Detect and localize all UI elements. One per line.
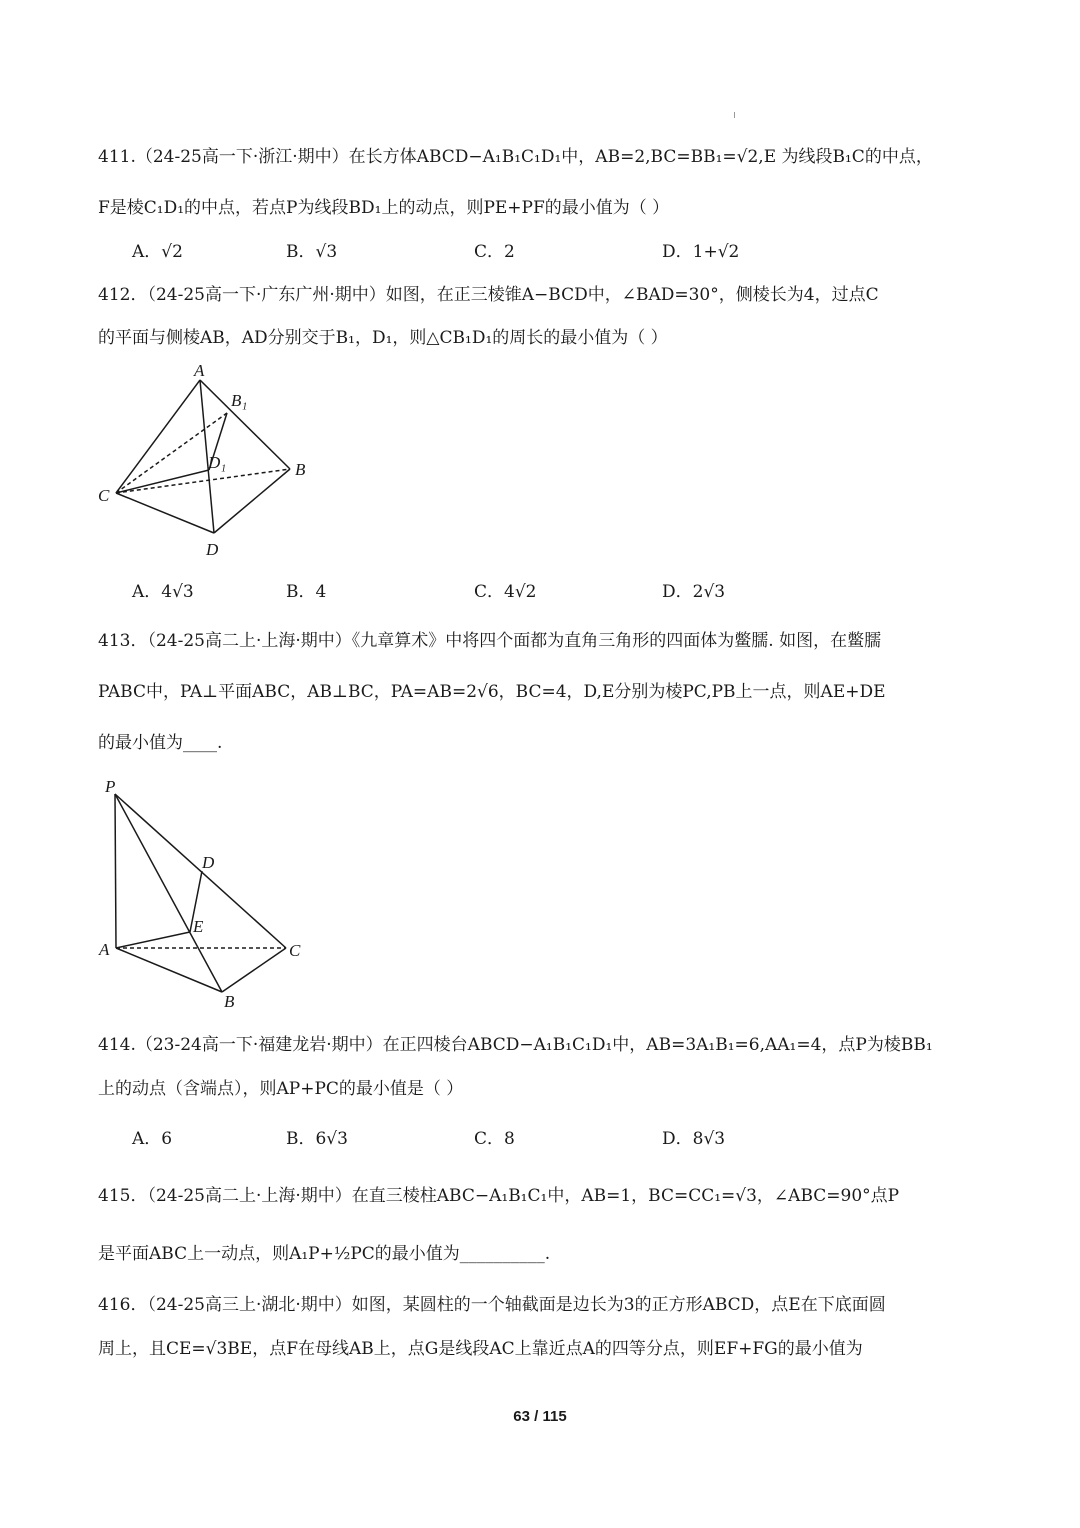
q416-line1: 416．（24-25高三上·湖北·期中）如图，某圆柱的一个轴截面是边长为3的正方形ABCD，点E在下底面圆: [98, 1295, 886, 1315]
q413-line2: PABC中，PA⊥平面ABC，AB⊥BC，PA=AB=2√6，BC=4，D,E分别为棱PC,PB上一点，则AE+DE: [98, 682, 886, 702]
q414-line1: 414.（23-24高一下·福建龙岩·期中）在正四棱台ABCD−A₁B₁C₁D₁中，AB=3A₁B₁=6,AA₁=4，点P为棱BB₁: [98, 1035, 933, 1055]
label-d: D: [202, 853, 215, 872]
q411-option-c: C．2: [474, 242, 515, 262]
q414-option-d: D．8√3: [662, 1129, 726, 1149]
q413-line1: 413．（24-25高二上·上海·期中）《九章算术》中将四个面都为直角三角形的四面体为鳖臑. 如图，在鳖臑: [98, 631, 882, 651]
edge-AE: [116, 932, 190, 948]
label-b: B: [295, 460, 306, 479]
q412-option-a: A．4√3: [132, 582, 194, 602]
page-number: 63 / 115: [513, 1408, 567, 1425]
label-b: B: [224, 992, 235, 1011]
edge-PB: [115, 794, 222, 992]
q412-option-b: B．4: [286, 582, 327, 602]
edge-CB-hidden: [116, 469, 290, 493]
q415-line1: 415．（24-25高二上·上海·期中）在直三棱柱ABC−A₁B₁C₁中，AB=1，BC=CC₁=√3，∠ABC=90°点P: [98, 1186, 900, 1206]
label-p: P: [105, 777, 116, 796]
label-d1: D₁: [208, 453, 227, 472]
q411-option-d: D．1+√2: [662, 242, 740, 262]
label-d: D: [206, 540, 219, 559]
edge-CD: [116, 493, 214, 533]
q414-option-a: A．6: [132, 1129, 173, 1149]
q411-line2: F是棱C₁D₁的中点，若点P为线段BD₁上的动点，则PE+PF的最小值为（ ）: [98, 198, 670, 218]
q413-tetrahedron-figure: [90, 772, 320, 1012]
q416-line2: 周上，且CE=√3BE，点F在母线AB上，点G是线段AC上靠近点A的四等分点，则EF+FG的最小值为: [98, 1339, 863, 1359]
q412-option-d: D．2√3: [662, 582, 726, 602]
margin-mark: [734, 112, 735, 118]
q414-line2: 上的动点（含端点），则AP+PC的最小值是（ ）: [98, 1079, 464, 1099]
label-a: A: [194, 361, 205, 380]
label-a: A: [99, 940, 110, 959]
edge-PA: [115, 794, 116, 948]
label-e: E: [193, 917, 204, 936]
label-c: C: [289, 941, 301, 960]
q412-option-c: C．4√2: [474, 582, 537, 602]
q411-line1: 411.（24-25高一下·浙江·期中）在长方体ABCD−A₁B₁C₁D₁中，AB=2,BC=BB₁=√2,E 为线段B₁C的中点，: [98, 147, 933, 167]
edge-DB: [214, 469, 290, 533]
q412-line1: 412．（24-25高一下·广东广州·期中）如图，在正三棱锥A−BCD中，∠BAD=30°，侧棱长为4，过点C: [98, 285, 879, 305]
edge-AB: [116, 948, 222, 992]
q411-option-b: B．√3: [286, 242, 338, 262]
q411-option-a: A．√2: [132, 242, 183, 262]
q412-tetrahedron-figure: [90, 358, 330, 563]
q414-option-c: C．8: [474, 1129, 515, 1149]
q415-line2: 是平面ABC上一动点，则A₁P+½PC的最小值为__________.: [98, 1244, 551, 1264]
edge-BC: [222, 948, 286, 992]
q413-line3: 的最小值为____.: [98, 733, 223, 753]
q414-option-b: B．6√3: [286, 1129, 348, 1149]
label-b1: B₁: [231, 391, 248, 410]
q412-line2: 的平面与侧棱AB，AD分别交于B₁，D₁，则△CB₁D₁的周长的最小值为（ ）: [98, 328, 668, 348]
label-c: C: [98, 486, 110, 505]
